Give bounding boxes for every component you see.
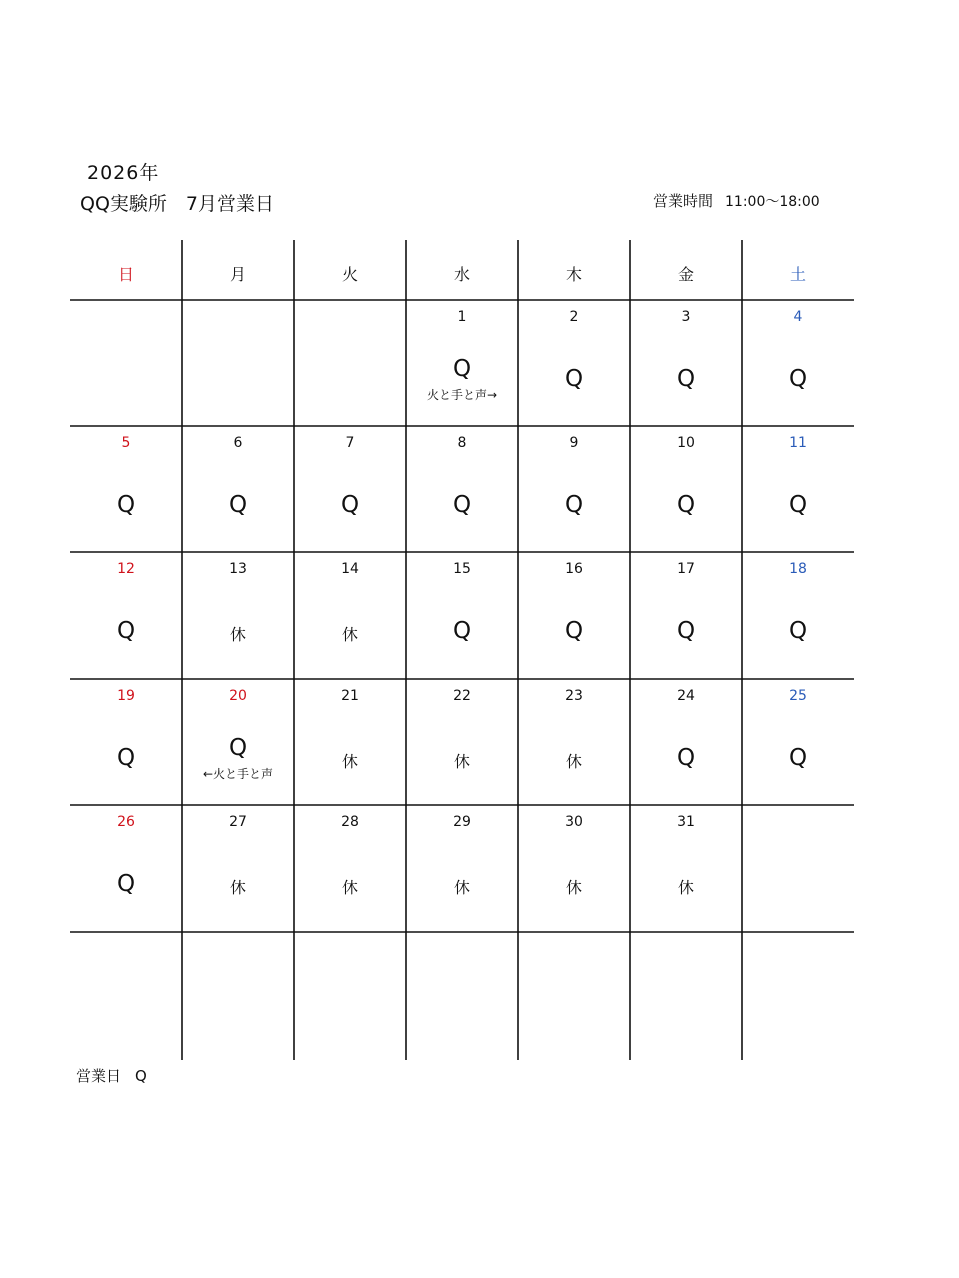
weekday-header: 日 — [117, 265, 134, 284]
business-hours-value: 11:00〜18:00 — [725, 194, 820, 210]
open-day-mark: Q — [452, 618, 472, 644]
calendar-day-cell — [294, 932, 406, 1058]
business-hours-label: 営業時間 — [653, 192, 714, 210]
open-day-mark: Q — [788, 366, 808, 392]
calendar-day-cell — [518, 679, 630, 805]
calendar-day-cell — [518, 552, 630, 678]
calendar-day-cell — [630, 426, 742, 552]
open-day-mark: Q — [788, 745, 808, 771]
legend-value: Q — [135, 1067, 147, 1085]
day-number: 17 — [677, 561, 695, 577]
day-number: 23 — [565, 688, 583, 704]
day-number: 4 — [793, 309, 803, 325]
day-number: 16 — [565, 561, 583, 577]
open-day-mark: Q — [788, 492, 808, 518]
calendar-day-cell — [70, 805, 182, 931]
open-day-mark: Q — [116, 618, 136, 644]
day-number: 1 — [457, 309, 467, 325]
calendar-day-cell — [630, 679, 742, 805]
open-day-mark: Q — [116, 492, 136, 518]
event-note: ←火と手と声 — [202, 767, 274, 781]
closed-day-mark: 休 — [229, 878, 246, 897]
calendar-day-cell — [182, 426, 294, 552]
day-number: 25 — [789, 688, 807, 704]
day-number: 28 — [341, 814, 359, 830]
day-number: 5 — [121, 435, 131, 451]
calendar-grid — [70, 240, 854, 1060]
day-number: 9 — [569, 435, 579, 451]
calendar-day-cell — [294, 679, 406, 805]
calendar-day-cell — [518, 932, 630, 1058]
day-number: 31 — [677, 814, 695, 830]
business-hours — [653, 190, 820, 211]
open-day-mark: Q — [676, 618, 696, 644]
calendar-day-cell — [518, 300, 630, 426]
day-number: 8 — [457, 435, 467, 451]
calendar-day-cell — [742, 300, 854, 426]
calendar-day-cell — [406, 805, 518, 931]
closed-day-mark: 休 — [565, 878, 582, 897]
closed-day-mark: 休 — [229, 625, 246, 644]
calendar-day-cell — [406, 426, 518, 552]
day-number: 29 — [453, 814, 471, 830]
calendar-day-cell — [406, 932, 518, 1058]
open-day-mark: Q — [788, 618, 808, 644]
day-number: 24 — [677, 688, 695, 704]
open-day-mark: Q — [564, 492, 584, 518]
closed-day-mark: 休 — [565, 752, 582, 771]
day-number: 7 — [345, 435, 355, 451]
closed-day-mark: 休 — [341, 878, 358, 897]
open-day-mark: Q — [452, 356, 472, 382]
open-day-mark: Q — [676, 492, 696, 518]
day-number: 2 — [569, 309, 579, 325]
weekday-header: 金 — [677, 265, 694, 284]
event-note: 火と手と声→ — [426, 388, 498, 402]
calendar-day-cell — [70, 552, 182, 678]
calendar-day-cell — [742, 426, 854, 552]
open-day-mark: Q — [676, 366, 696, 392]
day-number: 21 — [341, 688, 359, 704]
calendar-day-cell — [630, 300, 742, 426]
open-day-mark: Q — [116, 871, 136, 897]
calendar-day-cell — [70, 300, 182, 426]
day-number: 15 — [453, 561, 471, 577]
weekday-header: 木 — [565, 265, 582, 284]
weekday-header: 水 — [453, 265, 470, 284]
calendar-day-cell — [70, 426, 182, 552]
calendar-day-cell — [182, 805, 294, 931]
calendar-day-cell — [518, 805, 630, 931]
calendar-day-cell — [294, 552, 406, 678]
weekday-header: 土 — [789, 265, 806, 284]
day-number: 12 — [117, 561, 135, 577]
open-day-mark: Q — [228, 492, 248, 518]
weekday-header: 火 — [341, 265, 358, 284]
closed-day-mark: 休 — [341, 752, 358, 771]
open-day-mark: Q — [228, 735, 248, 761]
calendar-day-cell — [742, 932, 854, 1058]
legend — [76, 1065, 147, 1086]
calendar-day-cell — [182, 679, 294, 805]
open-day-mark: Q — [116, 745, 136, 771]
calendar-day-cell — [70, 679, 182, 805]
day-number: 3 — [681, 309, 691, 325]
calendar-day-cell — [518, 426, 630, 552]
calendar-day-cell — [742, 679, 854, 805]
calendar-day-cell — [182, 300, 294, 426]
open-day-mark: Q — [676, 745, 696, 771]
closed-day-mark: 休 — [453, 878, 470, 897]
day-number: 6 — [233, 435, 243, 451]
calendar-day-cell — [406, 300, 518, 426]
day-number: 14 — [341, 561, 359, 577]
day-number: 26 — [117, 814, 135, 830]
closed-day-mark: 休 — [453, 752, 470, 771]
calendar-day-cell — [742, 805, 854, 931]
weekday-header: 月 — [229, 265, 246, 284]
legend-label: 営業日 — [76, 1067, 122, 1085]
closed-day-mark: 休 — [677, 878, 694, 897]
calendar-day-cell — [630, 932, 742, 1058]
calendar-day-cell — [294, 805, 406, 931]
calendar-day-cell — [630, 552, 742, 678]
calendar-day-cell — [294, 426, 406, 552]
closed-day-mark: 休 — [341, 625, 358, 644]
calendar-day-cell — [182, 932, 294, 1058]
year-label: 2026年 — [87, 162, 160, 184]
day-number: 18 — [789, 561, 807, 577]
calendar-day-cell — [70, 932, 182, 1058]
page-title: QQ実験所 7月営業日 — [80, 193, 274, 215]
day-number: 22 — [453, 688, 471, 704]
day-number: 11 — [789, 435, 807, 451]
calendar-day-cell — [406, 552, 518, 678]
calendar-day-cell — [182, 552, 294, 678]
day-number: 19 — [117, 688, 135, 704]
day-number: 20 — [229, 688, 247, 704]
open-day-mark: Q — [340, 492, 360, 518]
day-number: 30 — [565, 814, 583, 830]
day-number: 13 — [229, 561, 247, 577]
day-number: 10 — [677, 435, 695, 451]
calendar-day-cell — [742, 552, 854, 678]
day-number: 27 — [229, 814, 247, 830]
open-day-mark: Q — [452, 492, 472, 518]
calendar-day-cell — [406, 679, 518, 805]
open-day-mark: Q — [564, 618, 584, 644]
calendar-day-cell — [630, 805, 742, 931]
open-day-mark: Q — [564, 366, 584, 392]
calendar-day-cell — [294, 300, 406, 426]
